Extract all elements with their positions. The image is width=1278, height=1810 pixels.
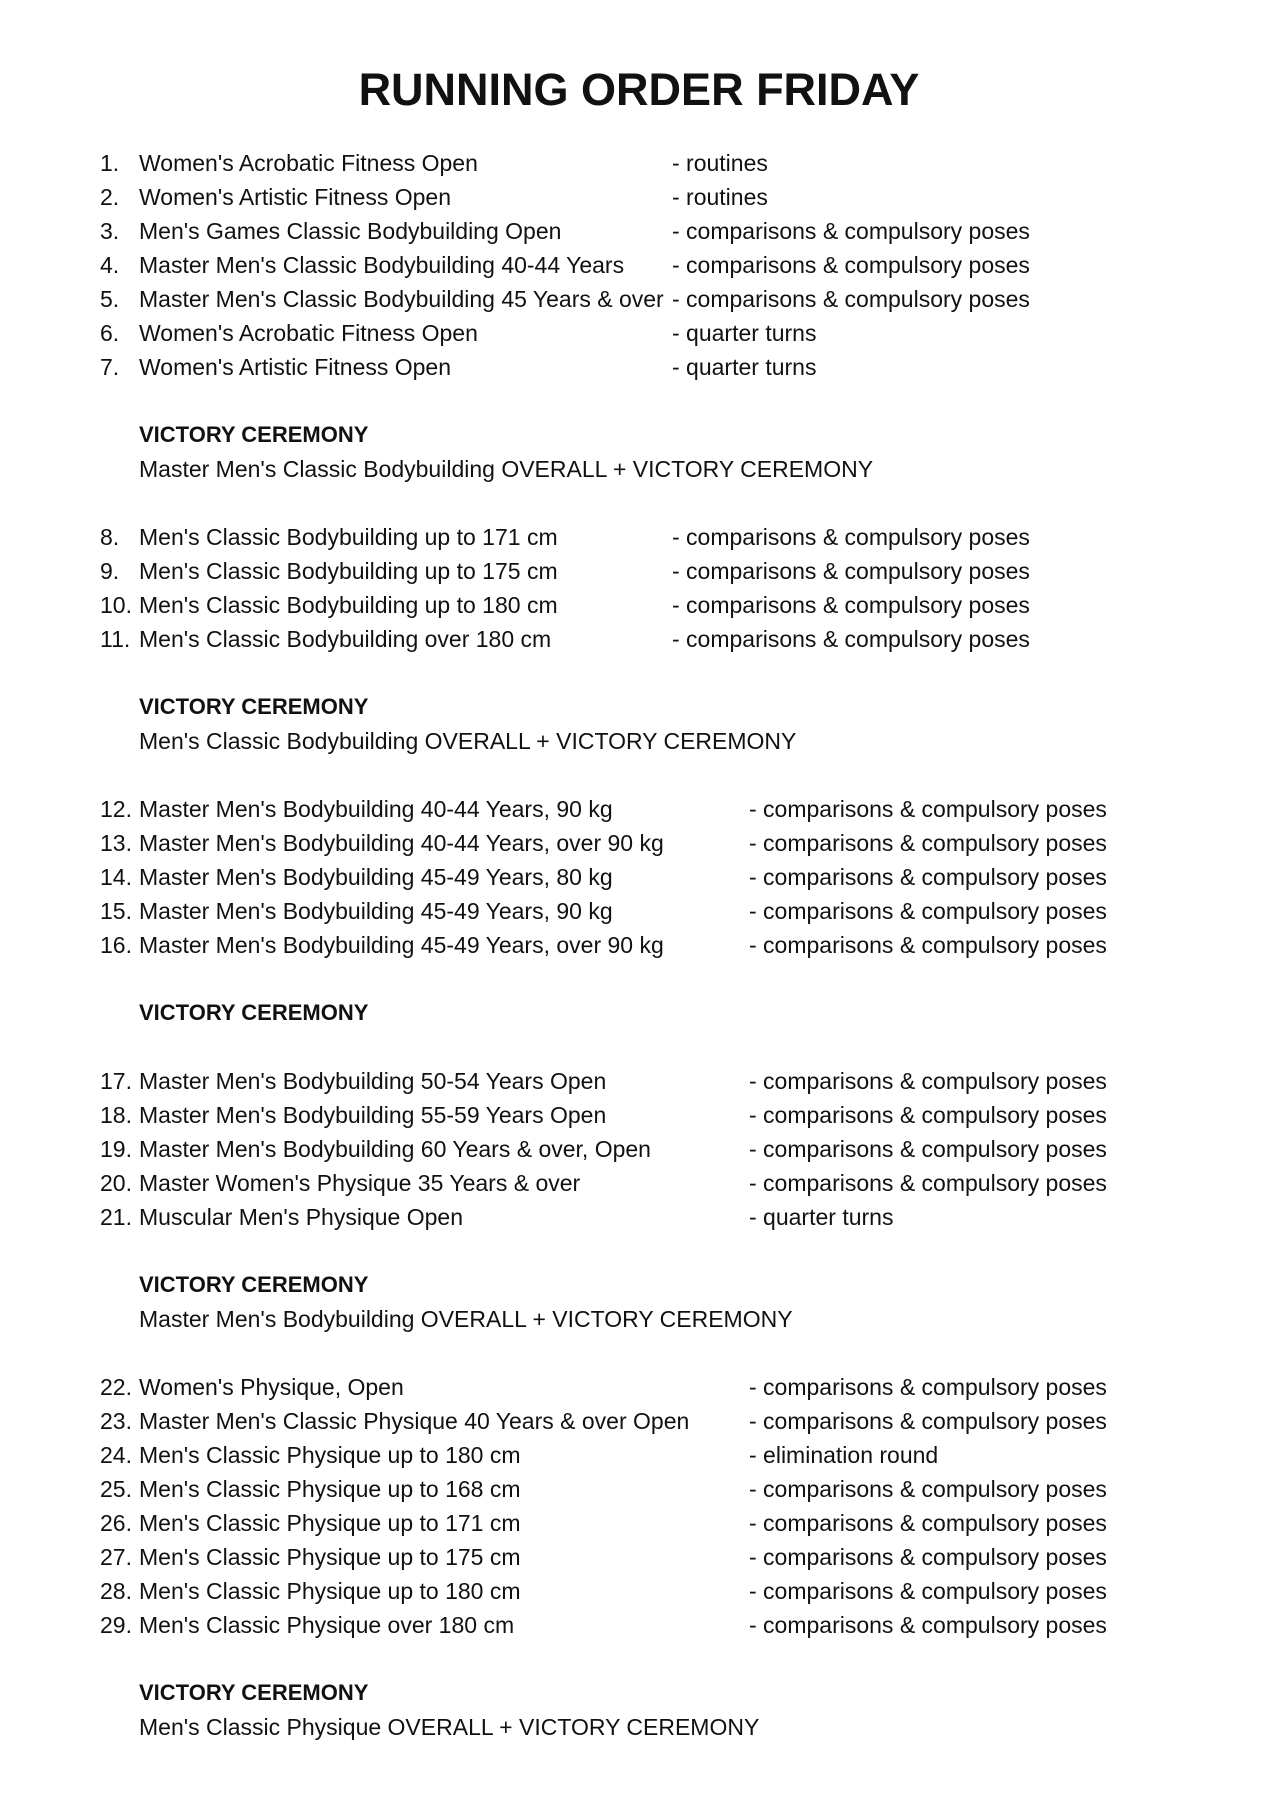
list-item [100,248,1200,282]
item-category: Men's Classic Bodybuilding up to 180 cm [139,592,558,618]
item-round: - comparisons & compulsory poses [672,286,1030,312]
running-order-group-3 [100,792,1200,962]
list-item [100,894,1200,928]
item-category: Women's Acrobatic Fitness Open [139,150,478,176]
victory-ceremony-heading: VICTORY CEREMONY [139,422,369,447]
item-number: 11. [100,626,131,652]
item-round: - comparisons & compulsory poses [749,1510,1107,1536]
item-number: 27. [100,1544,132,1570]
list-item [100,1166,1200,1200]
list-item [100,860,1200,894]
item-round: - comparisons & compulsory poses [749,898,1107,924]
item-category: Women's Acrobatic Fitness Open [139,320,478,346]
item-round: - comparisons & compulsory poses [672,252,1030,278]
victory-ceremony-heading: VICTORY CEREMONY [139,1000,369,1025]
list-item [100,1540,1200,1574]
item-category: Master Men's Bodybuilding 45-49 Years, 90 kg [139,898,613,924]
list-item [100,792,1200,826]
item-number: 21. [100,1204,132,1230]
item-number: 19. [100,1136,132,1162]
item-number: 29. [100,1612,132,1638]
item-number: 16. [100,932,132,958]
item-round: - comparisons & compulsory poses [672,558,1030,584]
item-round: - routines [672,184,768,210]
running-order-group-1 [100,146,1200,384]
item-category: Master Women's Physique 35 Years & over [139,1170,581,1196]
item-category: Master Men's Classic Bodybuilding 45 Years & over [139,286,664,312]
item-category: Men's Classic Physique over 180 cm [139,1612,515,1638]
list-item [100,282,1200,316]
item-number: 5. [100,286,120,312]
item-category: Master Men's Bodybuilding 40-44 Years, over 90 kg [139,830,664,856]
overall-ceremony-line: Men's Classic Physique OVERALL + VICTORY CEREMONY [139,1714,760,1740]
item-category: Master Men's Classic Bodybuilding 40-44 Years [139,252,625,278]
list-item [100,1098,1200,1132]
item-number: 2. [100,184,120,210]
item-category: Master Men's Bodybuilding 60 Years & over, Open [139,1136,651,1162]
list-item [100,1132,1200,1166]
item-number: 6. [100,320,120,346]
item-round: - comparisons & compulsory poses [672,524,1030,550]
item-category: Men's Games Classic Bodybuilding Open [139,218,562,244]
overall-ceremony-line: Master Men's Classic Bodybuilding OVERALL + VICTORY CEREMONY [139,456,874,482]
item-number: 8. [100,524,120,550]
item-category: Men's Classic Physique up to 180 cm [139,1578,521,1604]
item-round: - comparisons & compulsory poses [749,932,1107,958]
item-round: - comparisons & compulsory poses [749,830,1107,856]
item-number: 25. [100,1476,132,1502]
item-category: Men's Classic Physique up to 175 cm [139,1544,521,1570]
item-category: Master Men's Classic Physique 40 Years & over Open [139,1408,690,1434]
item-category: Men's Classic Physique up to 168 cm [139,1476,521,1502]
running-order-group-2 [100,520,1200,656]
item-number: 22. [100,1374,132,1400]
page-title: RUNNING ORDER FRIDAY [358,64,920,115]
item-category: Master Men's Bodybuilding 40-44 Years, 90 kg [139,796,613,822]
item-number: 26. [100,1510,132,1536]
list-item [100,826,1200,860]
item-number: 20. [100,1170,132,1196]
item-number: 13. [100,830,132,856]
list-item [100,1472,1200,1506]
item-category: Men's Classic Bodybuilding up to 171 cm [139,524,558,550]
item-round: - elimination round [749,1442,939,1468]
overall-ceremony-line: Men's Classic Bodybuilding OVERALL + VICTORY CEREMONY [139,728,797,754]
item-number: 7. [100,354,120,380]
item-category: Muscular Men's Physique Open [139,1204,463,1230]
item-round: - quarter turns [672,320,817,346]
item-round: - comparisons & compulsory poses [672,592,1030,618]
item-number: 10. [100,592,132,618]
item-round: - comparisons & compulsory poses [749,1476,1107,1502]
list-item [100,1064,1200,1098]
item-round: - quarter turns [749,1204,894,1230]
item-number: 24. [100,1442,132,1468]
list-item [100,1200,1200,1234]
item-round: - comparisons & compulsory poses [672,218,1030,244]
victory-ceremony-heading: VICTORY CEREMONY [139,1680,369,1705]
list-item [100,588,1200,622]
item-round: - comparisons & compulsory poses [749,1408,1107,1434]
list-item [100,316,1200,350]
item-number: 9. [100,558,120,584]
list-item [100,146,1200,180]
item-number: 3. [100,218,120,244]
list-item [100,1506,1200,1540]
list-item [100,928,1200,962]
list-item [100,1404,1200,1438]
item-category: Master Men's Bodybuilding 45-49 Years, over 90 kg [139,932,664,958]
item-category: Men's Classic Physique up to 180 cm [139,1442,521,1468]
item-number: 15. [100,898,132,924]
item-category: Men's Classic Bodybuilding up to 175 cm [139,558,558,584]
list-item [100,214,1200,248]
list-item [100,520,1200,554]
item-number: 12. [100,796,132,822]
list-item [100,1608,1200,1642]
item-category: Women's Physique, Open [139,1374,404,1400]
list-item [100,1574,1200,1608]
item-round: - comparisons & compulsory poses [749,1612,1107,1638]
item-number: 4. [100,252,120,278]
list-item [100,350,1200,384]
item-number: 18. [100,1102,132,1128]
item-number: 1. [100,150,120,176]
item-round: - comparisons & compulsory poses [749,1068,1107,1094]
item-round: - comparisons & compulsory poses [749,796,1107,822]
item-category: Master Men's Bodybuilding 45-49 Years, 80 kg [139,864,613,890]
item-round: - comparisons & compulsory poses [749,1170,1107,1196]
item-round: - comparisons & compulsory poses [749,1374,1107,1400]
item-round: - comparisons & compulsory poses [672,626,1030,652]
item-category: Women's Artistic Fitness Open [139,354,452,380]
item-number: 28. [100,1578,132,1604]
item-round: - comparisons & compulsory poses [749,1136,1107,1162]
item-round: - comparisons & compulsory poses [749,1578,1107,1604]
item-category: Women's Artistic Fitness Open [139,184,452,210]
item-round: - routines [672,150,768,176]
item-round: - comparisons & compulsory poses [749,1544,1107,1570]
item-category: Men's Classic Physique up to 171 cm [139,1510,521,1536]
item-number: 17. [100,1068,132,1094]
item-category: Master Men's Bodybuilding 50-54 Years Open [139,1068,607,1094]
list-item [100,554,1200,588]
item-round: - comparisons & compulsory poses [749,864,1107,890]
victory-ceremony-heading: VICTORY CEREMONY [139,1272,369,1297]
running-order-group-5 [100,1370,1200,1642]
running-order-group-4 [100,1064,1200,1234]
list-item [100,1370,1200,1404]
victory-ceremony-heading: VICTORY CEREMONY [139,694,369,719]
item-round: - comparisons & compulsory poses [749,1102,1107,1128]
list-item [100,622,1200,656]
item-number: 14. [100,864,132,890]
overall-ceremony-line: Master Men's Bodybuilding OVERALL + VICTORY CEREMONY [139,1306,793,1332]
list-item [100,180,1200,214]
item-round: - quarter turns [672,354,817,380]
item-number: 23. [100,1408,132,1434]
list-item [100,1438,1200,1472]
item-category: Men's Classic Bodybuilding over 180 cm [139,626,552,652]
item-category: Master Men's Bodybuilding 55-59 Years Open [139,1102,607,1128]
